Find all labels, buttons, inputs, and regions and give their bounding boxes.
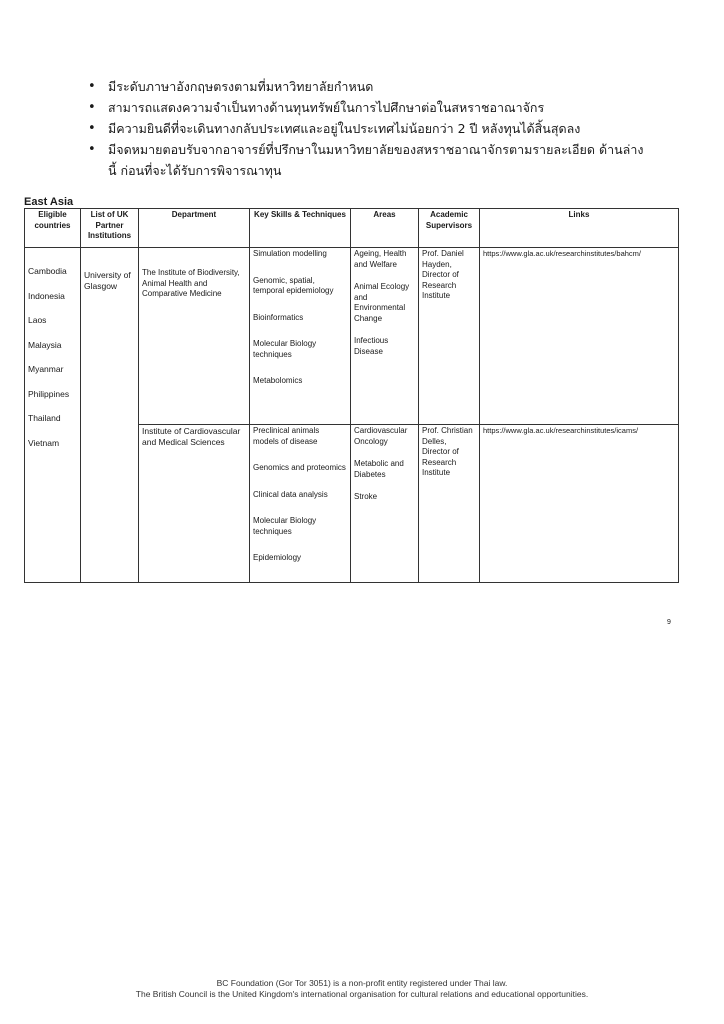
skill-item: Preclinical animals models of disease — [253, 426, 320, 446]
requirement-item: • สามารถแสดงความจำเป็นทางด้านทุนทรัพย์ในการไปศึกษาต่อในสหราชอาณาจักร — [88, 97, 648, 118]
requirements-list — [88, 76, 648, 181]
country-item: Indonesia — [28, 290, 65, 301]
skill-item: Clinical data analysis — [253, 489, 328, 499]
supervisor-cell: Prof. Christian Delles, Director of Research Institute — [419, 425, 480, 583]
page-number: 9 — [667, 619, 671, 626]
footer-line: BC Foundation (Gor Tor 3051) is a non-profit entity registered under Thai law. — [216, 978, 508, 988]
header-partner-institutions: List of UK Partner Institutions — [81, 209, 139, 248]
partner-institution-cell: University of Glasgow — [81, 248, 139, 583]
requirement-item: • มีความยินดีที่จะเดินทางกลับประเทศและอยู่ในประเทศไม่น้อยกว่า 2 ปี หลังทุนได้สิ้นสุดลง — [88, 118, 648, 139]
country-item: Malaysia — [28, 339, 62, 350]
header-eligible-countries: Eligible countries — [25, 209, 81, 248]
header-links: Links — [480, 209, 679, 248]
areas-cell — [351, 248, 419, 425]
header-key-skills: Key Skills & Techniques — [250, 209, 351, 248]
eligible-countries-cell — [25, 248, 81, 583]
skill-item: Genomic, spatial, temporal epidemiology — [253, 275, 334, 295]
scholarship-table — [24, 208, 679, 583]
skills-cell — [250, 425, 351, 583]
skills-cell — [250, 248, 351, 425]
department-cell: Institute of Cardiovascular and Medical Sciences — [139, 425, 250, 583]
country-item: Thailand — [28, 413, 61, 423]
country-item: Cambodia — [28, 266, 67, 276]
requirement-item: • มีระดับภาษาอังกฤษตรงตามที่มหาวิทยาลัยกำหนด — [88, 76, 648, 97]
country-item: Philippines — [28, 388, 70, 399]
research-link[interactable]: https://www.gla.ac.uk/researchinstitutes/icams/ — [480, 425, 679, 583]
skill-item: Metabolomics — [253, 376, 303, 385]
footer — [0, 978, 724, 1000]
footer-line: The British Council is the United Kingdom's international organisation for cultural relations and educational opportunities. — [135, 989, 589, 999]
country-item: Myanmar — [28, 364, 64, 374]
area-item: Cardiovascular Oncology — [354, 426, 408, 446]
department-cell: The Institute of Biodiversity, Animal Health and Comparative Medicine — [139, 248, 250, 425]
header-areas: Areas — [351, 209, 419, 248]
research-link[interactable]: https://www.gla.ac.uk/researchinstitutes/bahcm/ — [480, 248, 679, 425]
country-item: Laos — [28, 315, 47, 325]
section-title: East Asia — [24, 196, 74, 208]
skill-item: Genomics and proteomics — [253, 463, 346, 472]
area-item: Metabolic and Diabetes — [354, 459, 404, 479]
skill-item: Bioinformatics — [253, 312, 304, 322]
skill-item: Epidemiology — [253, 553, 302, 562]
area-item: Stroke — [354, 492, 378, 501]
skill-item: Molecular Biology techniques — [253, 516, 317, 536]
table-row — [25, 248, 679, 425]
areas-cell — [351, 425, 419, 583]
country-item: Vietnam — [28, 437, 60, 448]
header-department: Department — [139, 209, 250, 248]
requirement-item: • มีจดหมายตอบรับจากอาจารย์ที่ปรึกษาในมหาวิทยาลัยของสหราชอาณาจักรตามรายละเอียด ด้านล่างนี้ ก่อนที่จะได้รับการพิจารณาทุน — [88, 139, 648, 181]
area-item: Infectious Disease — [354, 336, 389, 356]
table-header-row — [25, 209, 679, 248]
supervisor-cell: Prof. Daniel Hayden, Director of Research Institute — [419, 248, 480, 425]
header-academic-supervisors: Academic Supervisors — [419, 209, 480, 248]
area-item: Ageing, Health and Welfare — [354, 249, 407, 269]
skill-item: Molecular Biology techniques — [253, 339, 317, 359]
skill-item: Simulation modelling — [253, 249, 327, 258]
area-item: Animal Ecology and Environmental Change — [354, 282, 410, 323]
